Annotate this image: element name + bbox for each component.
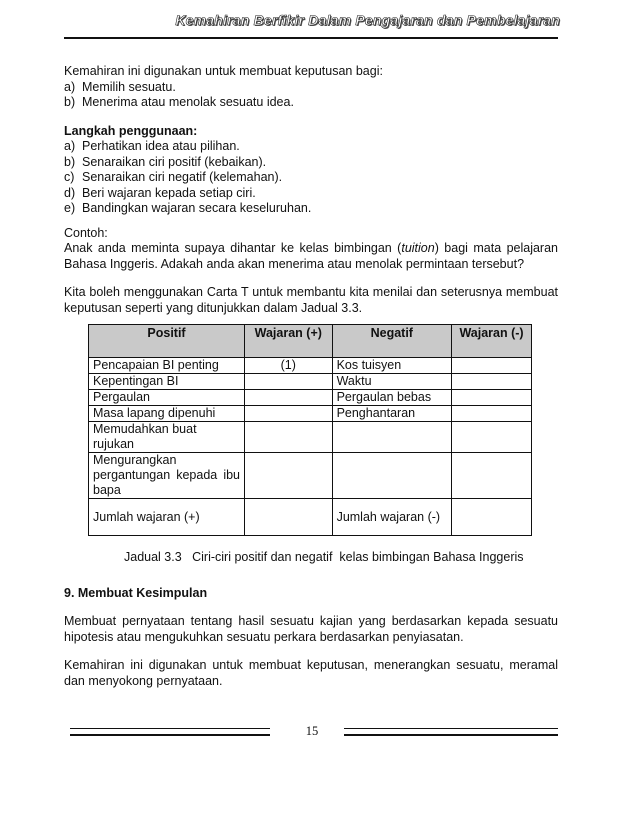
table-cell: Pergaulan xyxy=(89,390,245,406)
list-item xyxy=(64,201,558,217)
table-caption: Jadual 3.3 Ciri-ciri positif dan negatif kelas bimbingan Bahasa Inggeris xyxy=(124,550,524,564)
table-cell xyxy=(245,390,333,406)
table-cell: Jumlah wajaran (+) xyxy=(89,499,245,536)
footer-rule-right xyxy=(344,728,558,736)
table-row xyxy=(89,406,532,422)
header-wajaran-minus: Wajaran (-) xyxy=(452,325,532,358)
list-item xyxy=(64,155,558,171)
table-cell xyxy=(245,406,333,422)
list-label: d) xyxy=(64,185,76,200)
example-text xyxy=(64,241,558,272)
table-cell xyxy=(245,499,333,536)
list-text: Menerima atau menolak sesuatu idea. xyxy=(82,95,294,109)
t-chart-table xyxy=(88,324,532,536)
list-label: a) xyxy=(64,139,76,153)
list-item xyxy=(64,170,558,186)
table-cell: Pencapaian BI penting xyxy=(89,358,245,374)
page-footer xyxy=(64,724,558,744)
table-cell xyxy=(452,422,532,453)
list-text: Senaraikan ciri negatif (kelemahan). xyxy=(82,170,283,184)
table-cell xyxy=(452,499,532,536)
table-row xyxy=(89,390,532,406)
section-paragraph-2: Kemahiran ini digunakan untuk membuat keputusan, menerangkan sesuatu, meramal dan menyokong pernyataan. xyxy=(64,658,558,688)
page-content xyxy=(64,64,558,689)
table-cell xyxy=(452,406,532,422)
purpose-list xyxy=(64,80,558,111)
list-label: a) xyxy=(64,79,76,94)
list-text: Bandingkan wajaran secara keseluruhan. xyxy=(82,201,312,215)
example-text-before: Anak anda meminta supaya dihantar ke kelas bimbingan ( xyxy=(64,241,402,255)
page-number: 15 xyxy=(305,724,319,738)
list-text: Memilih sesuatu. xyxy=(82,79,176,94)
header-positif: Positif xyxy=(89,325,245,358)
list-text: Senaraikan ciri positif (kebaikan). xyxy=(82,154,267,169)
example-text-after: ) bagi mata pelajaran Bahasa Inggeris. Adakah anda akan menerima atau menolak permintaan tersebut? xyxy=(64,241,558,271)
list-item xyxy=(64,139,558,155)
table-cell: Mengurangkan pergantungan kepada ibu bapa xyxy=(89,453,245,499)
steps-heading: Langkah penggunaan: xyxy=(64,123,198,138)
table-cell: Pergaulan bebas xyxy=(332,390,451,406)
intro-text: Kemahiran ini digunakan untuk membuat keputusan bagi: xyxy=(64,64,383,78)
list-label: b) xyxy=(64,154,76,169)
table-cell xyxy=(452,390,532,406)
section-paragraph-1: Membuat pernyataan tentang hasil sesuatu kajian yang berdasarkan kepada sesuatu hipotesis atau mengukuhkan sesuatu perkara berdasarkan penyiasatan. xyxy=(64,614,558,644)
table-cell: Waktu xyxy=(332,374,451,390)
table-cell xyxy=(452,358,532,374)
list-label: c) xyxy=(64,170,75,184)
list-item xyxy=(64,186,558,202)
table-cell xyxy=(245,453,333,499)
header-negatif: Negatif xyxy=(332,325,451,358)
table-row xyxy=(89,374,532,390)
table-cell xyxy=(245,374,333,390)
section-heading: 9. Membuat Kesimpulan xyxy=(64,585,208,600)
table-cell xyxy=(452,453,532,499)
list-text: Perhatikan idea atau pilihan. xyxy=(82,139,240,153)
table-cell: Masa lapang dipenuhi xyxy=(89,406,245,422)
table-row xyxy=(89,358,532,374)
header-wajaran-plus: Wajaran (+) xyxy=(245,325,333,358)
table-cell xyxy=(245,422,333,453)
table-cell: Jumlah wajaran (-) xyxy=(332,499,451,536)
table-row xyxy=(89,422,532,453)
table-cell: Penghantaran xyxy=(332,406,451,422)
list-label: b) xyxy=(64,95,76,109)
table-cell xyxy=(452,374,532,390)
carta-text: Kita boleh menggunakan Carta T untuk membantu kita menilai dan seterusnya membuat keputusan seperti yang ditunjukkan dalam Jadual 3.3. xyxy=(64,285,558,315)
table-cell: (1) xyxy=(245,358,333,374)
example-label: Contoh: xyxy=(64,225,108,240)
table-total-row xyxy=(89,499,532,536)
table-cell: Memudahkan buat rujukan xyxy=(89,422,245,453)
table-cell xyxy=(332,422,451,453)
list-text: Beri wajaran kepada setiap ciri. xyxy=(82,185,256,200)
page-header-title: Kemahiran Berfikir Dalam Pengajaran dan Pembelajaran xyxy=(175,12,560,28)
example-text-italic: tuition xyxy=(401,241,435,255)
steps-list xyxy=(64,139,558,217)
table-header-row xyxy=(89,325,532,358)
list-item xyxy=(64,95,558,111)
table-cell xyxy=(332,453,451,499)
list-item xyxy=(64,80,558,96)
header-rule xyxy=(64,37,558,39)
table-cell: Kepentingan BI xyxy=(89,374,245,390)
list-label: e) xyxy=(64,201,76,215)
table-cell: Kos tuisyen xyxy=(332,358,451,374)
footer-rule-left xyxy=(70,728,270,736)
table-row xyxy=(89,453,532,499)
